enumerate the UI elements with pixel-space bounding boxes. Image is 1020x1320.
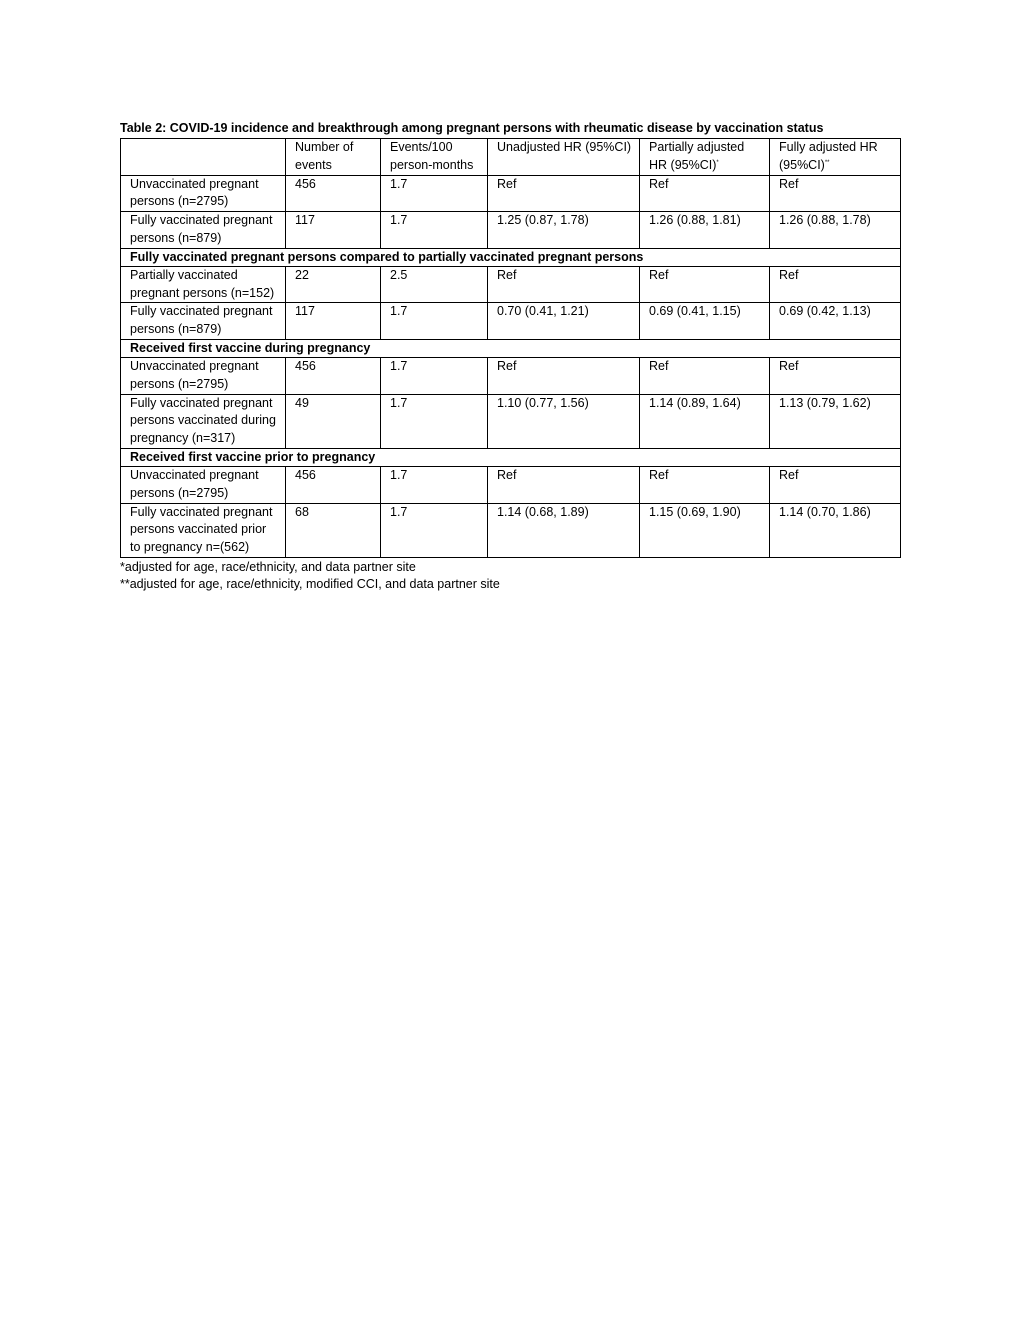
cell-partially-adjusted: 1.15 (0.69, 1.90) <box>640 503 770 557</box>
footnote-mark-single: * <box>716 159 719 166</box>
table-row <box>121 212 901 249</box>
section-title: Received first vaccine prior to pregnancy <box>121 448 901 466</box>
cell-partially-adjusted: Ref <box>640 466 770 503</box>
table-row <box>121 266 901 303</box>
header-events-per-100: Events/100 person-months <box>381 139 488 176</box>
table-row <box>121 466 901 503</box>
row-label: Unvaccinated pregnant persons (n=2795) <box>121 175 286 212</box>
cell-partially-adjusted: Ref <box>640 175 770 212</box>
table-header-row <box>121 139 901 176</box>
table-row <box>121 503 901 557</box>
cell-fully-adjusted: Ref <box>770 266 901 303</box>
results-table <box>120 138 901 558</box>
cell-unadjusted: Ref <box>488 357 640 394</box>
footnotes <box>120 559 900 593</box>
header-fully-adjusted-hr-text: Fully adjusted HR (95%CI) <box>779 140 878 172</box>
cell-unadjusted: 1.10 (0.77, 1.56) <box>488 394 640 448</box>
section-header-row <box>121 248 901 266</box>
cell-events: 68 <box>286 503 381 557</box>
cell-events: 49 <box>286 394 381 448</box>
cell-events: 456 <box>286 357 381 394</box>
document-page <box>120 121 900 593</box>
row-label: Partially vaccinated pregnant persons (n=152) <box>121 266 286 303</box>
cell-rate: 1.7 <box>381 212 488 249</box>
cell-rate: 1.7 <box>381 394 488 448</box>
row-label: Unvaccinated pregnant persons (n=2795) <box>121 357 286 394</box>
header-partially-adjusted-hr-text: Partially adjusted HR (95%CI) <box>649 140 745 172</box>
table-row <box>121 394 901 448</box>
cell-events: 117 <box>286 212 381 249</box>
cell-unadjusted: Ref <box>488 266 640 303</box>
header-fully-adjusted-hr <box>770 139 901 176</box>
cell-fully-adjusted: 1.14 (0.70, 1.86) <box>770 503 901 557</box>
section-header-row <box>121 448 901 466</box>
row-label: Fully vaccinated pregnant persons vaccinated prior to pregnancy n=(562) <box>121 503 286 557</box>
cell-partially-adjusted: 1.26 (0.88, 1.81) <box>640 212 770 249</box>
cell-fully-adjusted: 1.26 (0.88, 1.78) <box>770 212 901 249</box>
cell-fully-adjusted: Ref <box>770 175 901 212</box>
cell-fully-adjusted: Ref <box>770 357 901 394</box>
table-row <box>121 357 901 394</box>
cell-fully-adjusted: 1.13 (0.79, 1.62) <box>770 394 901 448</box>
footnote-partial-adjustment: *adjusted for age, race/ethnicity, and data partner site <box>120 559 416 574</box>
cell-unadjusted: 0.70 (0.41, 1.21) <box>488 303 640 340</box>
cell-events: 456 <box>286 466 381 503</box>
table-row <box>121 303 901 340</box>
footnote-mark-double: ** <box>824 159 830 166</box>
cell-rate: 2.5 <box>381 266 488 303</box>
footnote-full-adjustment: **adjusted for age, race/ethnicity, modified CCI, and data partner site <box>120 576 500 591</box>
cell-rate: 1.7 <box>381 466 488 503</box>
cell-rate: 1.7 <box>381 357 488 394</box>
cell-partially-adjusted: Ref <box>640 266 770 303</box>
table-row <box>121 175 901 212</box>
cell-events: 117 <box>286 303 381 340</box>
cell-unadjusted: 1.25 (0.87, 1.78) <box>488 212 640 249</box>
cell-events: 22 <box>286 266 381 303</box>
cell-partially-adjusted: Ref <box>640 357 770 394</box>
cell-unadjusted: 1.14 (0.68, 1.89) <box>488 503 640 557</box>
row-label: Fully vaccinated pregnant persons (n=879) <box>121 212 286 249</box>
section-title: Received first vaccine during pregnancy <box>121 339 901 357</box>
cell-fully-adjusted: 0.69 (0.42, 1.13) <box>770 303 901 340</box>
header-partially-adjusted-hr <box>640 139 770 176</box>
table-caption: Table 2: COVID-19 incidence and breakthrough among pregnant persons with rheumatic disease by vaccination status <box>120 121 824 135</box>
section-header-row <box>121 339 901 357</box>
header-number-of-events: Number of events <box>286 139 381 176</box>
header-unadjusted-hr: Unadjusted HR (95%CI) <box>488 139 640 176</box>
cell-fully-adjusted: Ref <box>770 466 901 503</box>
row-label: Fully vaccinated pregnant persons (n=879) <box>121 303 286 340</box>
cell-partially-adjusted: 0.69 (0.41, 1.15) <box>640 303 770 340</box>
header-blank <box>121 139 286 176</box>
row-label: Fully vaccinated pregnant persons vaccinated during pregnancy (n=317) <box>121 394 286 448</box>
row-label: Unvaccinated pregnant persons (n=2795) <box>121 466 286 503</box>
cell-partially-adjusted: 1.14 (0.89, 1.64) <box>640 394 770 448</box>
cell-unadjusted: Ref <box>488 466 640 503</box>
cell-rate: 1.7 <box>381 175 488 212</box>
cell-rate: 1.7 <box>381 503 488 557</box>
cell-rate: 1.7 <box>381 303 488 340</box>
cell-events: 456 <box>286 175 381 212</box>
cell-unadjusted: Ref <box>488 175 640 212</box>
section-title: Fully vaccinated pregnant persons compared to partially vaccinated pregnant persons <box>121 248 901 266</box>
